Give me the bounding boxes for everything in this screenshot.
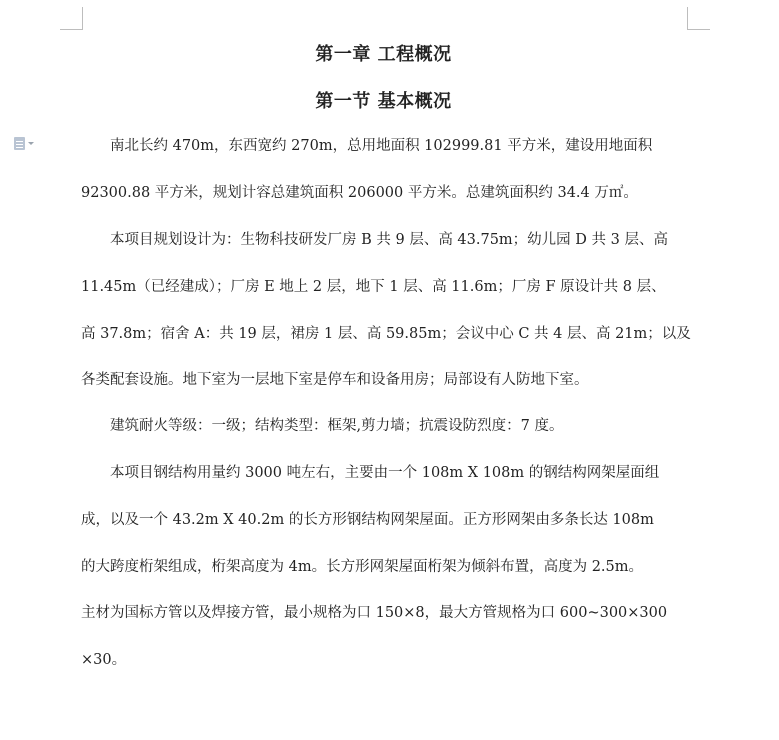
body-line: 建筑耐火等级：一级；结构类型：框架,剪力墙；抗震设防烈度：7 度。: [110, 418, 564, 434]
body-line: 高 37.8m；宿舍 A：共 19 层，裙房 1 层、高 59.85m；会议中心 C 共 4 层、高 21m；以及: [81, 326, 691, 342]
body-line: 92300.88 平方米，规划计容总建筑面积 206000 平方米。总建筑面积约 34.4 万㎡。: [81, 185, 638, 201]
page-corner-mark-top-right: [687, 7, 710, 30]
body-line: 本项目规划设计为：生物科技研发厂房 B 共 9 层、高 43.75m；幼儿园 D 共 3 层、高: [110, 232, 668, 248]
body-line: 11.45m（已经建成）；厂房 E 地上 2 层，地下 1 层、高 11.6m；厂房 F 原设计共 8 层、: [81, 279, 666, 295]
document-icon: [14, 137, 25, 150]
chevron-down-icon: [28, 142, 34, 145]
body-line: 成，以及一个 43.2m X 40.2m 的长方形钢结构网架屋面。正方形网架由多条长达 108m: [81, 512, 654, 528]
paragraph-handle[interactable]: [14, 137, 34, 150]
body-line: 南北长约 470m，东西宽约 270m，总用地面积 102999.81 平方米，建设用地面积: [110, 138, 653, 154]
section-title: 第一节 基本概况: [315, 91, 452, 112]
body-line: 的大跨度桁架组成，桁架高度为 4m。长方形网架屋面桁架为倾斜布置，高度为 2.5m。: [81, 559, 643, 575]
page-corner-mark-top-left: [60, 7, 83, 30]
chapter-title: 第一章 工程概况: [315, 44, 452, 65]
body-line: 本项目钢结构用量约 3000 吨左右，主要由一个 108m X 108m 的钢结构网架屋面组: [110, 465, 660, 481]
body-line: 主材为国标方管以及焊接方管，最小规格为口 150×8，最大方管规格为口 600~300×300: [81, 605, 668, 621]
body-line: 各类配套设施。地下室为一层地下室是停车和设备用房；局部设有人防地下室。: [81, 372, 589, 388]
body-line: ×30。: [81, 652, 127, 668]
